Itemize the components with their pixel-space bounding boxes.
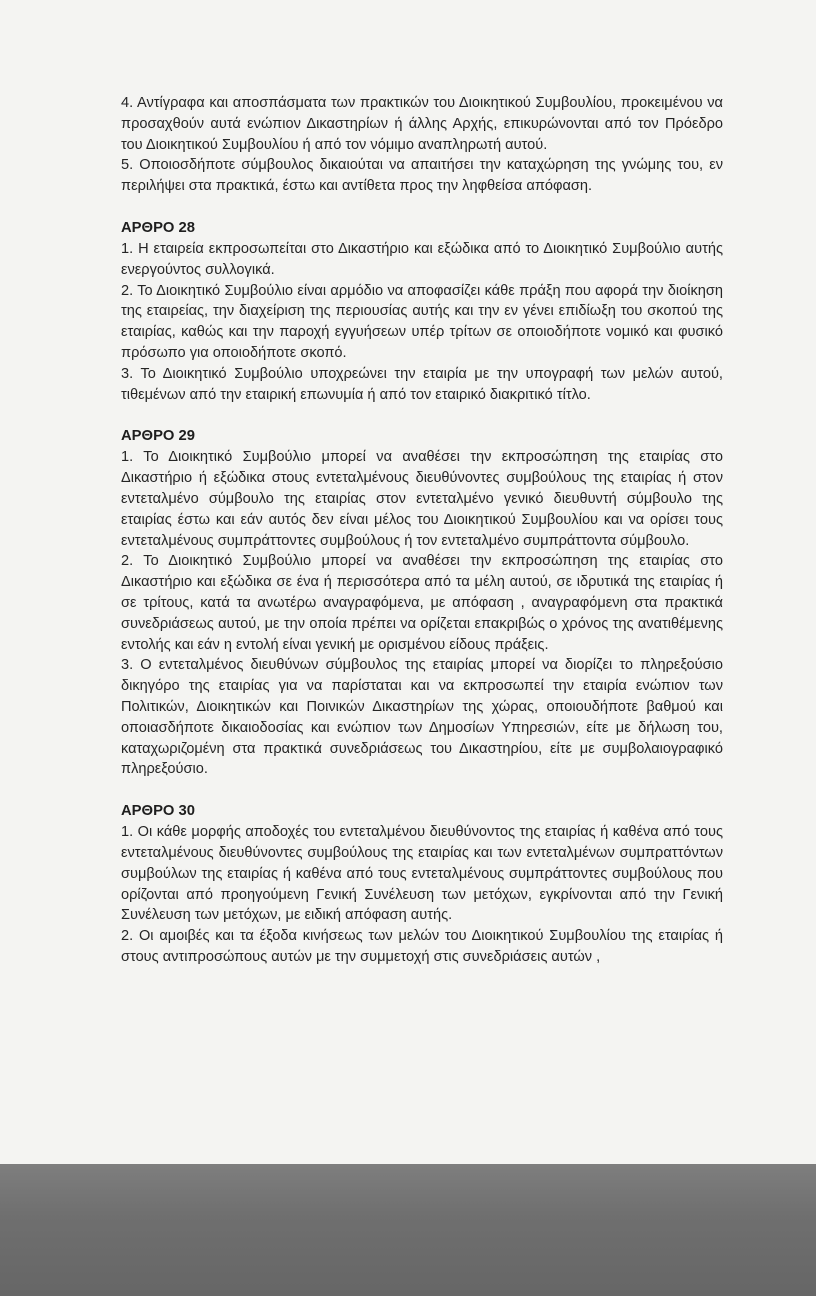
intro-section	[121, 93, 723, 197]
article-30-paragraph-1: 1. Οι κάθε μορφής αποδοχές του εντεταλμένου διευθύνοντος της εταιρίας ή καθένα από τους εντεταλμένους διευθύνοντες συμβούλους της εταιρίας και των εντεταλμένων συμπραττόντων συμβούλων της εταιρίας ή καθένα από τους εντεταλμένους συμπράττοντες συμβούλους που ορίζονται από προηγούμενη Γενική Συνέλευση των μετόχων, εγκρίνονται από την Γενική Συνέλευση των μετόχων, με ειδική απόφαση αυτής.	[121, 824, 723, 924]
article-30-paragraph-2: 2. Οι αμοιβές και τα έξοδα κινήσεως των μελών του Διοικητικού Συμβουλίου της εταιρίας ή στους αντιπροσώπους αυτών με την συμμετοχή στις συνεδριάσεις αυτών ,	[121, 928, 723, 965]
article-28-title: ΑΡΘΡΟ 28	[121, 219, 196, 236]
article-29-title: ΑΡΘΡΟ 29	[121, 428, 196, 445]
article-28-paragraph-1: 1. Η εταιρεία εκπροσωπείται στο Δικαστήριο και εξώδικα από το Διοικητικό Συμβούλιο αυτής ενεργούντος συλλογικά.	[121, 240, 723, 278]
scan-bottom-band	[0, 1164, 816, 1296]
article-29-paragraph-3: 3. Ο εντεταλμένος διευθύνων σύμβουλος της εταιρίας μπορεί να διορίζει το πληρεξούσιο δικηγόρο της εταιρίας για να παρίσταται και να εκπροσωπεί την εταιρία ενώπιον των Πολιτικών, Διοικητικών και Ποινικών Δικαστηρίων της χώρας, οποιουδήποτε βαθμού και οποιασδήποτε δικαιοδοσίας και ενώπιον των Δημοσίων Υπηρεσιών, είτε με δήλωση του, καταχωριζομένη στα πρακτικά συνεδριάσεως του Δικαστηρίου, είτε με συμβολαιογραφικό πληρεξούσιο.	[121, 657, 723, 778]
article-29-paragraph-1: 1. Το Διοικητικό Συμβούλιο μπορεί να αναθέσει την εκπροσώπηση της εταιρίας στο Δικαστήριο ή εξώδικα στους εντεταλμένους διευθύνοντες συμβούλους της εταιρίας ή στον εντεταλμένο σύμβουλο της εταιρίας στον εντεταλμένο γενικό διευθυντή σύμβουλο της εταιρίας έστω και εάν αυτός δεν είναι μέλος του Διοικητικού Συμβουλίου και να ορίσει τους εντεταλμένους συμπράττοντες συμβούλους ή τον εντεταλμένο συμπράττοντα σύμβουλο.	[121, 449, 723, 549]
paragraph-5: 5. Οποιοσδήποτε σύμβουλος δικαιούται να απαιτήσει την καταχώρηση της γνώμης του, εν περιλήψει στα πρακτικά, έστω και αντίθετα προς την ληφθείσα απόφαση.	[121, 157, 723, 195]
article-30	[121, 801, 723, 968]
article-28	[121, 218, 723, 405]
article-28-paragraph-3: 3. Το Διοικητικό Συμβούλιο υποχρεώνει την εταιρία με την υπογραφή των μελών αυτού, τιθεμένων από την εταιρική επωνυμία ή από τον εταιρικό διακριτικό τίτλο.	[121, 365, 723, 403]
paragraph-4: 4. Αντίγραφα και αποσπάσματα των πρακτικών του Διοικητικού Συμβουλίου, προκειμένου να προσαχθούν αυτά ενώπιον Δικαστηρίων ή άλλης Αρχής, επικυρώνονται από τον Πρόεδρο του Διοικητικού Συμβουλίου ή από τον νόμιμο αναπληρωτή αυτού.	[121, 95, 723, 153]
document-body	[121, 93, 723, 968]
article-29-paragraph-2: 2. Το Διοικητικό Συμβούλιο μπορεί να αναθέσει την εκπροσώπηση της εταιρίας στο Δικαστήριο και εξώδικα σε ένα ή περισσότερα από τα μέλη αυτού, σε ιδρυτικά της εταιρίας ή σε τρίτους, κατά τα ανωτέρω αναγραφόμενα, με απόφαση , αναγραφόμενη στα πρακτικά συνεδριάσεως αυτού, με την οποία πρέπει να ορίζεται επακριβώς ο χρόνος της ανατιθέμενης εντολής και εάν η εντολή είναι γενική με ορισμένου είδους πράξεις.	[121, 553, 723, 653]
article-30-title: ΑΡΘΡΟ 30	[121, 803, 196, 820]
article-29	[121, 426, 723, 780]
article-28-paragraph-2: 2. Το Διοικητικό Συμβούλιο είναι αρμόδιο να αποφασίζει κάθε πράξη που αφορά την διοίκηση της εταιρείας, την διαχείριση της περιουσίας αυτής και την εν γένει επιδίωξη του σκοπού της εταιρίας, καθώς και την παροχή εγγυήσεων υπέρ τρίτων σε οποιοδήποτε νομικό και φυσικό πρόσωπο για οποιοδήποτε σκοπό.	[121, 282, 723, 361]
